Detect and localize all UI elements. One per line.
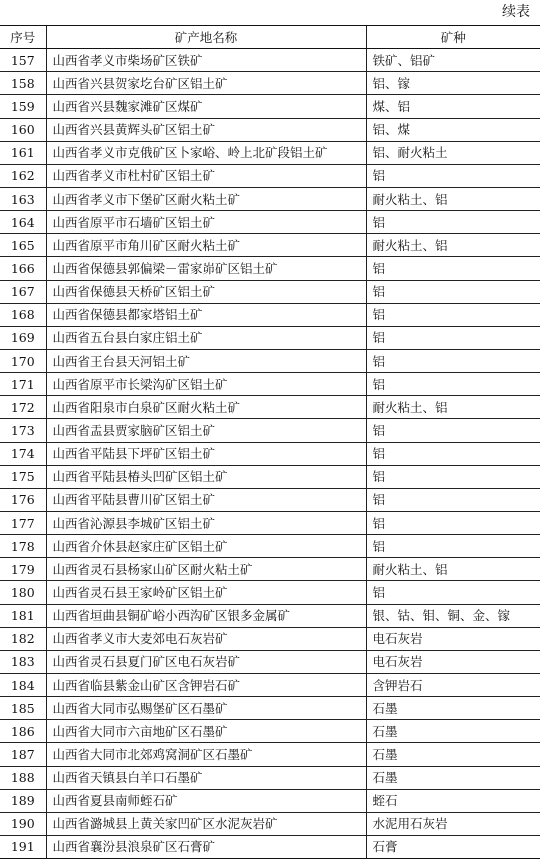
row-location: 山西省平陆县曹川矿区铝土矿 (46, 488, 366, 511)
row-location: 山西省沁源县李城矿区铝土矿 (46, 511, 366, 534)
row-mineral: 铝 (366, 373, 540, 396)
header-mineral: 矿种 (366, 26, 540, 49)
row-number: 183 (0, 650, 46, 673)
row-number: 185 (0, 697, 46, 720)
row-location: 山西省孝义市下堡矿区耐火粘土矿 (46, 187, 366, 210)
row-location: 山西省潞城县上黄关家凹矿区水泥灰岩矿 (46, 812, 366, 835)
row-mineral: 耐火粘土、铝 (366, 187, 540, 210)
row-mineral: 含钾岩石 (366, 673, 540, 696)
table-row (0, 766, 540, 789)
table-row (0, 627, 540, 650)
row-mineral: 耐火粘土、铝 (366, 558, 540, 581)
table-row (0, 697, 540, 720)
table-row (0, 465, 540, 488)
row-mineral: 石墨 (366, 720, 540, 743)
row-number: 190 (0, 812, 46, 835)
row-number: 166 (0, 257, 46, 280)
row-number: 181 (0, 604, 46, 627)
row-location: 山西省孝义市杜村矿区铝土矿 (46, 164, 366, 187)
row-mineral: 铝 (366, 511, 540, 534)
row-location: 山西省保德县都家塔铝土矿 (46, 303, 366, 326)
row-location: 山西省垣曲县铜矿峪小西沟矿区银多金属矿 (46, 604, 366, 627)
row-number: 179 (0, 558, 46, 581)
table-row (0, 257, 540, 280)
row-number: 180 (0, 581, 46, 604)
row-location: 山西省大同市六亩地矿区石墨矿 (46, 720, 366, 743)
row-mineral: 铝 (366, 303, 540, 326)
table-row (0, 650, 540, 673)
table-row (0, 303, 540, 326)
row-number: 165 (0, 234, 46, 257)
table-row (0, 49, 540, 72)
row-location: 山西省孝义市克俄矿区卜家峪、岭上北矿段铝土矿 (46, 141, 366, 164)
table-row (0, 812, 540, 835)
row-mineral: 铝、煤 (366, 118, 540, 141)
row-mineral: 铝、耐火粘土 (366, 141, 540, 164)
row-number: 173 (0, 419, 46, 442)
table-row (0, 743, 540, 766)
row-number: 188 (0, 766, 46, 789)
row-location: 山西省大同市弘赐堡矿区石墨矿 (46, 697, 366, 720)
table-row (0, 72, 540, 95)
row-location: 山西省天镇县白羊口石墨矿 (46, 766, 366, 789)
row-number: 170 (0, 349, 46, 372)
table-row (0, 187, 540, 210)
row-location: 山西省阳泉市白泉矿区耐火粘土矿 (46, 396, 366, 419)
row-mineral: 铝 (366, 465, 540, 488)
table-row (0, 164, 540, 187)
row-number: 177 (0, 511, 46, 534)
row-location: 山西省灵石县王家岭矿区铝土矿 (46, 581, 366, 604)
row-location: 山西省保德县郭偏梁－雷家峁矿区铝土矿 (46, 257, 366, 280)
row-mineral: 铁矿、铝矿 (366, 49, 540, 72)
row-mineral: 铝 (366, 164, 540, 187)
row-mineral: 石墨 (366, 697, 540, 720)
row-mineral: 石墨 (366, 743, 540, 766)
row-number: 186 (0, 720, 46, 743)
row-mineral: 铝 (366, 581, 540, 604)
row-location: 山西省孝义市柴场矿区铁矿 (46, 49, 366, 72)
row-number: 163 (0, 187, 46, 210)
row-number: 172 (0, 396, 46, 419)
row-mineral: 铝、镓 (366, 72, 540, 95)
row-mineral: 耐火粘土、铝 (366, 234, 540, 257)
table-row (0, 511, 540, 534)
row-location: 山西省原平市长梁沟矿区铝土矿 (46, 373, 366, 396)
row-location: 山西省灵石县夏门矿区电石灰岩矿 (46, 650, 366, 673)
mineral-deposit-table (0, 25, 540, 859)
row-location: 山西省襄汾县浪泉矿区石膏矿 (46, 835, 366, 858)
row-location: 山西省临县紫金山矿区含钾岩石矿 (46, 673, 366, 696)
table-row (0, 789, 540, 812)
row-number: 169 (0, 326, 46, 349)
row-mineral: 煤、铝 (366, 95, 540, 118)
header-number: 序号 (0, 26, 46, 49)
row-number: 176 (0, 488, 46, 511)
table-row (0, 488, 540, 511)
table-row (0, 442, 540, 465)
row-mineral: 电石灰岩 (366, 627, 540, 650)
row-location: 山西省夏县南师蛭石矿 (46, 789, 366, 812)
row-location: 山西省兴县贺家圪台矿区铝土矿 (46, 72, 366, 95)
table-row (0, 835, 540, 858)
row-number: 191 (0, 835, 46, 858)
row-mineral: 水泥用石灰岩 (366, 812, 540, 835)
table-row (0, 673, 540, 696)
table-row (0, 373, 540, 396)
row-location: 山西省平陆县椿头凹矿区铝土矿 (46, 465, 366, 488)
table-row (0, 234, 540, 257)
row-location: 山西省盂县贾家脑矿区铝土矿 (46, 419, 366, 442)
table-row (0, 95, 540, 118)
row-location: 山西省孝义市大麦郊电石灰岩矿 (46, 627, 366, 650)
row-location: 山西省兴县黄辉头矿区铝土矿 (46, 118, 366, 141)
table-row (0, 535, 540, 558)
row-number: 168 (0, 303, 46, 326)
table-row (0, 211, 540, 234)
row-location: 山西省五台县白家庄铝土矿 (46, 326, 366, 349)
row-number: 178 (0, 535, 46, 558)
row-number: 159 (0, 95, 46, 118)
table-row (0, 419, 540, 442)
row-location: 山西省原平市石墙矿区铝土矿 (46, 211, 366, 234)
row-number: 174 (0, 442, 46, 465)
row-location: 山西省大同市北郊鸡窝洞矿区石墨矿 (46, 743, 366, 766)
row-number: 167 (0, 280, 46, 303)
row-mineral: 蛭石 (366, 789, 540, 812)
table-row (0, 720, 540, 743)
row-number: 164 (0, 211, 46, 234)
table-row (0, 558, 540, 581)
table-row (0, 581, 540, 604)
row-number: 184 (0, 673, 46, 696)
row-number: 157 (0, 49, 46, 72)
row-mineral: 铝 (366, 211, 540, 234)
row-mineral: 铝 (366, 419, 540, 442)
row-mineral: 铝 (366, 280, 540, 303)
row-number: 161 (0, 141, 46, 164)
row-mineral: 铝 (366, 257, 540, 280)
header-location: 矿产地名称 (46, 26, 366, 49)
row-location: 山西省王台县天河铝土矿 (46, 349, 366, 372)
row-mineral: 铝 (366, 535, 540, 558)
table-row (0, 118, 540, 141)
row-mineral: 铝 (366, 488, 540, 511)
row-mineral: 银、钴、钼、铜、金、镓 (366, 604, 540, 627)
row-location: 山西省灵石县杨家山矿区耐火粘土矿 (46, 558, 366, 581)
row-mineral: 电石灰岩 (366, 650, 540, 673)
table-row (0, 280, 540, 303)
table-row (0, 396, 540, 419)
row-number: 187 (0, 743, 46, 766)
row-mineral: 石墨 (366, 766, 540, 789)
row-mineral: 石膏 (366, 835, 540, 858)
row-number: 162 (0, 164, 46, 187)
row-number: 189 (0, 789, 46, 812)
row-mineral: 耐火粘土、铝 (366, 396, 540, 419)
table-row (0, 604, 540, 627)
row-number: 171 (0, 373, 46, 396)
table-row (0, 326, 540, 349)
row-location: 山西省介休县赵家庄矿区铝土矿 (46, 535, 366, 558)
row-number: 175 (0, 465, 46, 488)
row-number: 160 (0, 118, 46, 141)
row-location: 山西省兴县魏家滩矿区煤矿 (46, 95, 366, 118)
row-location: 山西省保德县天桥矿区铝土矿 (46, 280, 366, 303)
row-mineral: 铝 (366, 349, 540, 372)
row-location: 山西省平陆县下坪矿区铝土矿 (46, 442, 366, 465)
table-header-row (0, 26, 540, 49)
table-row (0, 141, 540, 164)
row-number: 158 (0, 72, 46, 95)
continued-label: 续表 (502, 4, 530, 20)
row-mineral: 铝 (366, 326, 540, 349)
row-number: 182 (0, 627, 46, 650)
row-mineral: 铝 (366, 442, 540, 465)
row-location: 山西省原平市角川矿区耐火粘土矿 (46, 234, 366, 257)
table-row (0, 349, 540, 372)
